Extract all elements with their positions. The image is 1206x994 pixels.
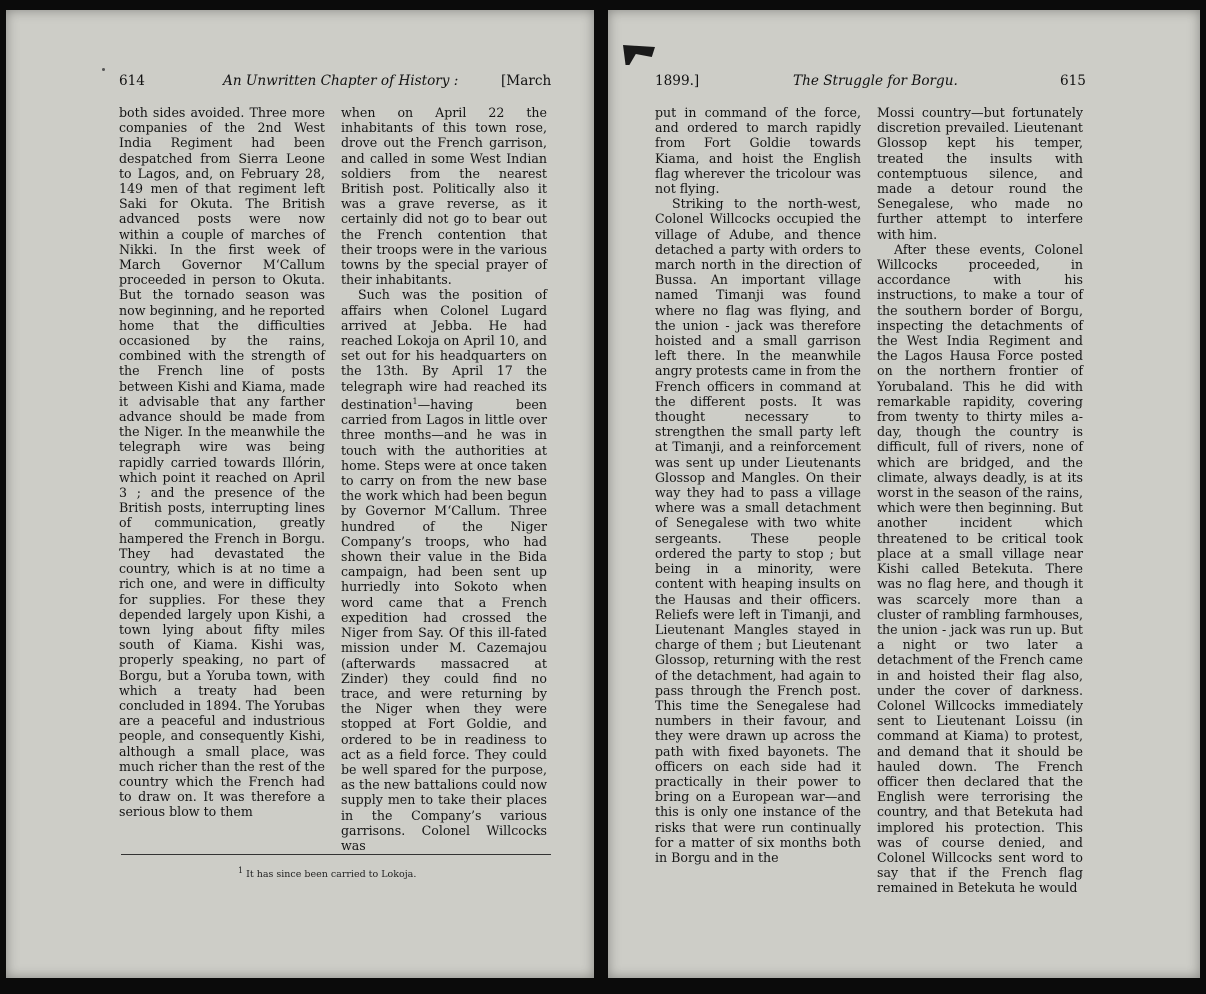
- footnote-text: It has since been carried to Lokoja.: [246, 869, 417, 881]
- footnote-number: 1: [238, 866, 244, 875]
- paragraph-text: Such was the position of affairs when Colonel Lugard arrived at Jebba. He had reached Lokoja on April 10, and set out for his headquarters on the 13th. By April 17 the telegraph wire had reached its destination: [341, 287, 547, 413]
- left-page: [6, 10, 594, 978]
- page-number: 614: [119, 73, 145, 89]
- ink-speck: [102, 68, 105, 71]
- text-column-right: [877, 105, 1083, 896]
- paragraph: Mossi country—but fortunately discretion prevailed. Lieutenant Glossop kept his temper, treated the insults with contemptuous silence, and made a detour round the Senegalese, who made no further attempt to interfere with him.: [877, 105, 1083, 242]
- running-date: [March: [501, 73, 552, 89]
- footnote-rule: [121, 854, 551, 855]
- corner-stain: [623, 45, 655, 65]
- paragraph: After these events, Colonel Willcocks proceeded, in accordance with his instructions, to make a tour of the southern border of Borgu, inspecting the detachments of the West India Regiment and the Lagos Hausa Force posted on the northern frontier of Yorubaland. This he did with remarkable rapidity, covering from twenty to thirty miles a-day, though the country is difficult, full of rivers, none of which are bridged, and the climate, always deadly, is at its worst in the season of the rains, which were then beginning. But another incident which threatened to be critical took place at a small village near Kishi called Betekuta. There was no flag here, and though it was scarcely more than a cluster of rambling farmhouses, the union - jack was run up. But a night or two later a detachment of the French came in and hoisted their flag also, under the cover of darkness. Colonel Willcocks immediately sent to Lieutenant Loissu (in command at Kiama) to protest, and demand that it should be hauled down. The French officer then declared that the English were terrorising the country, and that Betekuta had implored his protection. This was of course denied, and Colonel Willcocks sent word to say that if the French flag remained in Betekuta he would: [877, 241, 1083, 896]
- running-title: An Unwritten Chapter of History :: [223, 73, 459, 89]
- running-head: [608, 73, 1200, 93]
- paragraph: Striking to the north-west, Colonel Willcocks occupied the village of Adube, and thence detached a party with orders to march north in the direction of Bussa. An important village named Timanji was found where no flag was flying, and the union - jack was therefore hoisted and a small garrison left there. In the meanwhile angry protests came in from the French officers in command at the different posts. It was thought necessary to strengthen the small party left at Timanji, and a reinforcement was sent up under Lieutenants Glossop and Mangles. On their way they had to pass a village where was a small detachment of Senegalese with two white sergeants. These people ordered the party to stop ; but being in a minority, were content with heaping insults on the Hausas and their officers. Reliefs were left in Timanji, and Lieutenant Mangles stayed in charge of them ; but Lieutenant Glossop, returning with the rest of the detachment, had again to pass through the French post. This time the Senegalese had numbers in their favour, and they were drawn up across the path with fixed bayonets. The officers on each side had it practically in their power to bring on a European war—and this is only one instance of the risks that were run continually for a matter of six months both in Borgu and in the: [655, 196, 861, 865]
- right-page: [608, 10, 1200, 978]
- paragraph: when on April 22 the inhabitants of this town rose, drove out the French garrison, and called in some West Indian soldiers from the nearest British post. Politically also it was a grave reverse, as it certainly did not go to bear out the French contention that their troops were in the various towns by the special prayer of their inhabitants.: [341, 105, 547, 288]
- paragraph-text: —having been carried from Lagos in little over three months—and he was in touch with the authorities at home. Steps were at once taken to carry on from the new base the work which had been begun by Governor M‘Callum. Three hundred of the Niger Company’s troops, who had shown their value in the Bida campaign, had been sent up hurriedly into Sokoto when word came that a French expedition had crossed the Niger from Say. Of this ill-fated mission under M. Cazemajou (afterwards massacred at Zinder) they could find no trace, and were returning by the Niger when they were stopped at Fort Goldie, and ordered to be in readiness to act as a field force. They could be well spared for the purpose, as the new battalions could now supply men to take their places in the Company’s various garrisons. Colonel Willcocks was: [341, 397, 547, 853]
- text-column-right: [341, 105, 547, 853]
- paragraph: put in command of the force, and ordered to march rapidly from Fort Goldie towards Kiama, and hoist the English flag wherever the tricolour was not flying.: [655, 105, 861, 197]
- page-number: 615: [1060, 73, 1086, 89]
- paragraph: both sides avoided. Three more companies of the 2nd West India Regiment had been despatched from Sierra Leone to Lagos, and, on February 28, 149 men of that regiment left Saki for Okuta. The British advanced posts were now within a couple of marches of Nikki. In the first week of March Governor M‘Callum proceeded in person to Okuta. But the tornado season was now beginning, and he reported home that the difficulties occasioned by the rains, combined with the strength of the French line of posts between Kishi and Kiama, made it advisable that any farther advance should be made from the Niger. In the meanwhile the telegraph wire was being rapidly carried towards Illórin, which point it reached on April 3 ; and the presence of the British posts, interrupting lines of communication, greatly hampered the French in Borgu. They had devastated the country, which is at no time a rich one, and were in difficulty for supplies. For these they depended largely upon Kishi, a town lying about fifty miles south of Kiama. Kishi was, properly speaking, no part of Borgu, but a Yoruba town, with which a treaty had been concluded in 1894. The Yorubas are a peaceful and industrious people, and consequently Kishi, although a small place, was much richer than the rest of the country which the French had to draw on. It was therefore a serious blow to them: [119, 105, 325, 820]
- paragraph: [341, 287, 547, 853]
- running-title: The Struggle for Borgu.: [793, 73, 958, 89]
- footnote-reference: 1: [412, 396, 418, 406]
- running-date: 1899.]: [655, 73, 700, 89]
- text-column-left: [119, 105, 325, 820]
- footnote: [238, 866, 416, 880]
- running-head: [6, 73, 594, 93]
- text-column-left: [655, 105, 861, 865]
